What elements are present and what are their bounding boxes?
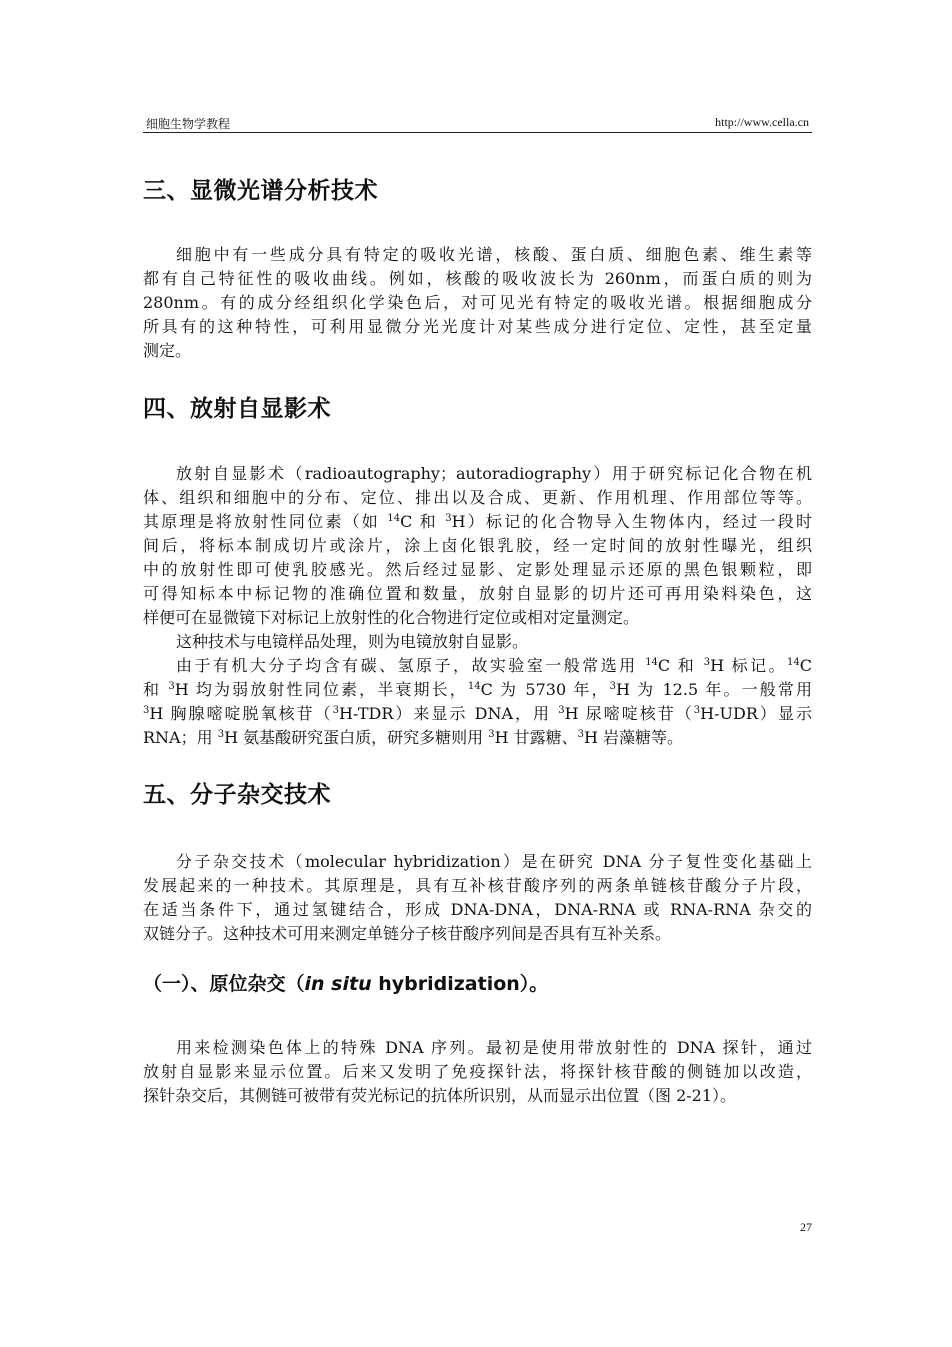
subsection-heading-italic: in situ [304, 973, 372, 995]
paragraph-line: RNA；用 $^3$H 氨基酸研究蛋白质，研究多糖则用 $^3$H 甘露糖、$^3$H 岩藻糖等。 [143, 728, 684, 747]
paragraph-line: 280nm。有的成分经组织化学染色后，对可见光有特定的吸收光谱。根据细胞成分 [143, 293, 812, 312]
paragraph-line: 可得知标本中标记物的准确位置和数量，放射自显影的切片还可再用染料染色，这 [143, 584, 812, 603]
paragraph-line: 其原理是将放射性同位素（如 $^{14}$C 和 $^3$H）标记的化合物导入生物体内，经过一段时 [143, 512, 812, 531]
paragraph-line: 用来检测染色体上的特殊 DNA 序列。最初是使用带放射性的 DNA 探针，通过 [176, 1038, 812, 1057]
section-5-paragraph [143, 850, 812, 946]
paragraph-line: 间后，将标本制成切片或涂片，涂上卤化银乳胶，经一定时间的放射性曝光，组织 [143, 536, 812, 555]
paragraph-line: 探针杂交后，其侧链可被带有荧光标记的抗体所识别，从而显示出位置（图 2-21）。 [143, 1086, 737, 1105]
isotope-superscript: 3 [143, 705, 150, 716]
paragraph-line: 测定。 [143, 341, 192, 360]
section-4-heading: 四、放射自显影术 [143, 396, 331, 422]
isotope-superscript: 3 [609, 681, 616, 692]
section-5-heading: 五、分子杂交技术 [143, 782, 331, 808]
paragraph-line: 由于有机大分子均含有碳、氢原子，故实验室一般常选用 $^{14}$C 和 $^3$H 标记。$^{14}$C [176, 656, 812, 675]
paragraph-line: 这种技术与电镜样品处理，则为电镜放射自显影。 [176, 632, 529, 651]
isotope-superscript: 14 [467, 681, 481, 692]
header-url[interactable]: http://www.cella.cn [715, 115, 809, 129]
isotope-superscript: 3 [217, 729, 225, 740]
paragraph-line: 都有自己特征性的吸收曲线。例如，核酸的吸收波长为 260nm，而蛋白质的则为 [143, 269, 812, 288]
paragraph-line: 在适当条件下，通过氢键结合，形成 DNA-DNA，DNA-RNA 或 RNA-RNA 杂交的 [143, 900, 812, 919]
isotope-superscript: 3 [332, 705, 340, 716]
isotope-superscript: 3 [488, 729, 495, 740]
isotope-superscript: 3 [703, 657, 711, 668]
section-4-paragraph-1 [143, 462, 812, 630]
page-number: 27 [800, 1220, 812, 1234]
isotope-superscript: 3 [168, 681, 175, 692]
running-header [143, 113, 812, 133]
isotope-superscript: 3 [558, 705, 565, 716]
paragraph-line: 放射自显影术（radioautography；autoradiography）用于研究标记化合物在机 [176, 464, 812, 483]
section-3-paragraph [143, 243, 812, 363]
paragraph-line: 和 $^3$H 均为弱放射性同位素，半衰期长，$^{14}$C 为 5730 年，$^3$H 为 12.5 年。一般常用 [143, 680, 812, 699]
section-4-paragraph-3 [143, 654, 812, 750]
header-book-title: 细胞生物学教程 [146, 117, 231, 131]
paragraph-line: 双链分子。这种技术可用来测定单链分子核苷酸序列间是否具有互补关系。 [143, 924, 672, 943]
subsection-heading-suffix: hybridization）。 [371, 973, 549, 995]
paragraph-line: 所具有的这种特性，可利用显微分光光度计对某些成分进行定位、定性，甚至定量 [143, 317, 812, 336]
isotope-superscript: 14 [787, 657, 800, 668]
isotope-superscript: 3 [577, 729, 585, 740]
section-4-paragraph-2 [143, 630, 812, 654]
paragraph-line: 体、组织和细胞中的分布、定位、排出以及合成、更新、作用机理、作用部位等等。 [143, 488, 812, 507]
paragraph-line: 分子杂交技术（molecular hybridization）是在研究 DNA 分子复性变化基础上 [176, 852, 812, 871]
isotope-superscript: 3 [693, 705, 701, 716]
paragraph-line: 中的放射性即可使乳胶感光。然后经过显影、定影处理显示还原的黑色银颗粒，即 [143, 560, 812, 579]
paragraph-line: 放射自显影来显示位置。后来又发明了免疫探针法，将探针核苷酸的侧链加以改造， [143, 1062, 812, 1081]
subsection-heading-prefix: （一）、原位杂交（ [143, 973, 305, 995]
subsection-paragraph [143, 1036, 812, 1108]
section-3-heading: 三、显微光谱分析技术 [143, 178, 378, 204]
subsection-heading-in-situ [143, 969, 548, 996]
paragraph-line: 样便可在显微镜下对标记上放射性的化合物进行定位或相对定量测定。 [143, 608, 640, 627]
paragraph-line: 发展起来的一种技术。其原理是，具有互补核苷酸序列的两条单链核苷酸分子片段， [143, 876, 812, 895]
isotope-superscript: 14 [645, 657, 658, 668]
paragraph-line: 细胞中有一些成分具有特定的吸收光谱，核酸、蛋白质、细胞色素、维生素等 [176, 245, 812, 264]
paragraph-line: $^3$H 胸腺嘧啶脱氧核苷（$^3$H-TDR）来显示 DNA，用 $^3$H 尿嘧啶核苷（$^3$H-UDR）显示 [143, 704, 812, 723]
isotope-superscript: 14 [387, 513, 401, 524]
isotope-superscript: 3 [445, 513, 452, 524]
